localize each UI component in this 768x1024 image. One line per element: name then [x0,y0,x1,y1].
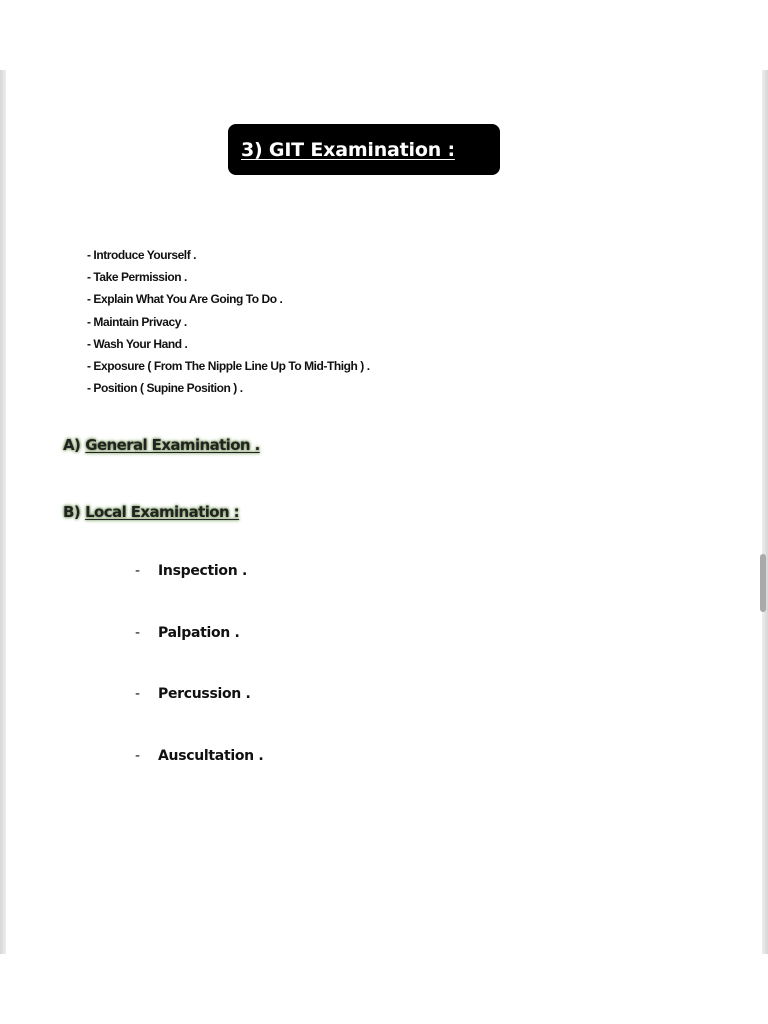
page-right-edge-shadow [762,70,768,954]
section-heading-local-examination [63,503,239,521]
examination-step-inspection [135,563,263,625]
preparation-step: - Introduce Yourself . [87,248,197,262]
document-page [6,70,762,954]
preparation-step: - Position ( Supine Position ) . [87,381,243,396]
local-examination-steps-list [135,563,263,809]
preparation-step: - Maintain Privacy . [87,314,187,329]
list-bullet: - [135,563,140,579]
section-letter: A) [63,436,81,454]
examination-step-label: Palpation . [158,624,240,641]
section-title: Local Examination : [85,503,240,521]
preparation-steps-list [87,244,370,399]
list-bullet: - [135,686,140,702]
list-bullet: - [135,624,140,641]
section-letter: B) [63,503,81,521]
preparation-step: - Explain What You Are Going To Do . [87,292,283,307]
section-heading-general-examination [63,436,260,454]
page-title: 3) GIT Examination : [241,138,455,161]
examination-step-auscultation [135,748,263,810]
list-bullet: - [135,747,140,764]
vertical-scrollbar-thumb[interactable] [760,554,766,612]
examination-step-percussion [135,686,263,748]
examination-step-label: Percussion . [158,686,251,702]
preparation-step: - Exposure ( From The Nipple Line Up To Mid-Thigh ) . [87,359,370,374]
preparation-step: - Wash Your Hand . [87,336,188,351]
page-title-banner [228,124,500,175]
examination-step-label: Inspection . [158,563,247,579]
section-title: General Examination . [85,436,260,454]
examination-step-label: Auscultation . [158,747,264,764]
examination-step-palpation [135,625,263,687]
preparation-step: - Take Permission . [87,270,187,285]
